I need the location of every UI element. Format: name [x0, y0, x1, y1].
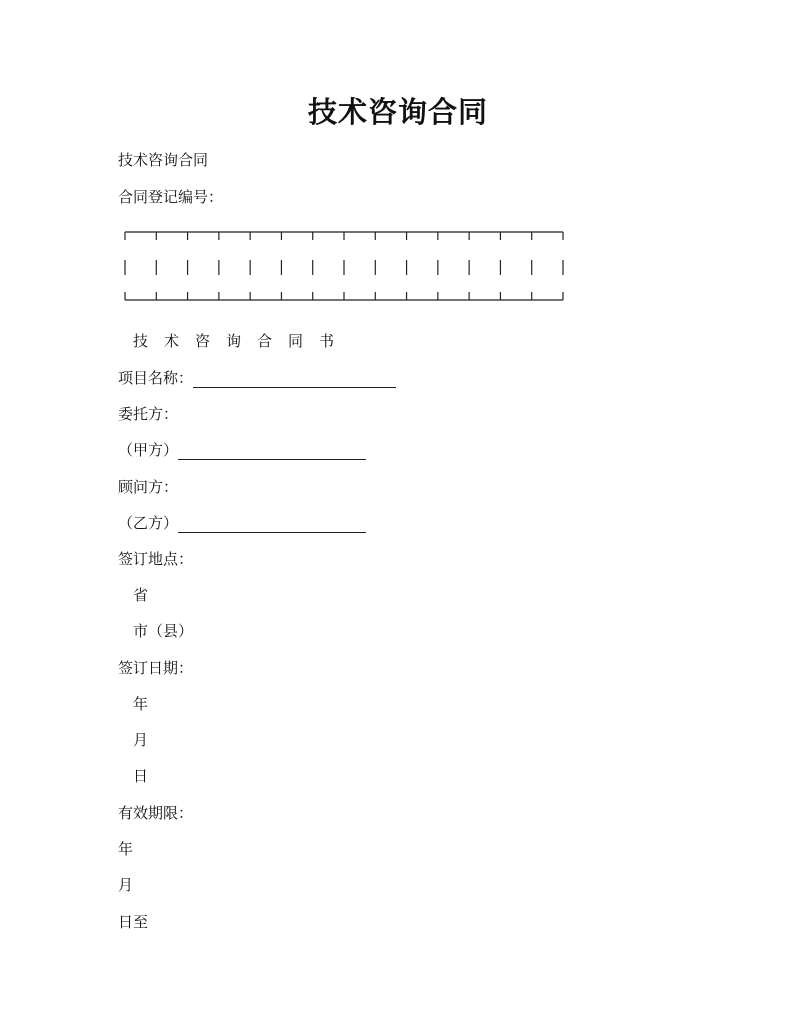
validity-month: 月: [118, 876, 134, 894]
book-char: 合: [257, 332, 273, 350]
party-b-row: [118, 513, 366, 533]
subtitle: 技术咨询合同: [118, 151, 209, 169]
sign-month: 月: [133, 731, 149, 749]
project-name-row: [118, 368, 396, 388]
party-a-blank: [178, 443, 366, 460]
sign-year: 年: [133, 695, 149, 713]
sign-place-label: 签订地点：: [118, 550, 194, 568]
validity-year: 年: [118, 840, 134, 858]
registration-grid-svg: [124, 229, 564, 305]
book-char: 同: [288, 332, 304, 350]
party-b-label: （乙方）: [118, 514, 179, 532]
book-char: 询: [226, 332, 242, 350]
contract-book-title: [133, 331, 350, 351]
party-b-blank: [178, 516, 366, 533]
document-title: 技术咨询合同: [307, 95, 488, 129]
client-label: 委托方：: [118, 405, 179, 423]
book-char: 咨: [195, 332, 211, 350]
consultant-label: 顾问方：: [118, 478, 179, 496]
sign-day: 日: [133, 767, 149, 785]
book-char: 书: [319, 332, 335, 350]
registration-label: 合同登记编号：: [118, 188, 224, 206]
project-name-blank: [193, 371, 396, 388]
city-county-text: 市（县）: [133, 622, 194, 640]
book-char: 术: [164, 332, 180, 350]
party-a-row: [118, 440, 366, 460]
registration-number-grid: [124, 229, 564, 305]
sign-date-label: 签订日期：: [118, 659, 194, 677]
validity-label: 有效期限：: [118, 804, 194, 822]
project-name-label: 项目名称：: [118, 369, 194, 387]
book-char: 技: [133, 332, 149, 350]
province-text: 省: [133, 586, 149, 604]
party-a-label: （甲方）: [118, 441, 179, 459]
validity-day-to: 日至: [118, 913, 149, 931]
